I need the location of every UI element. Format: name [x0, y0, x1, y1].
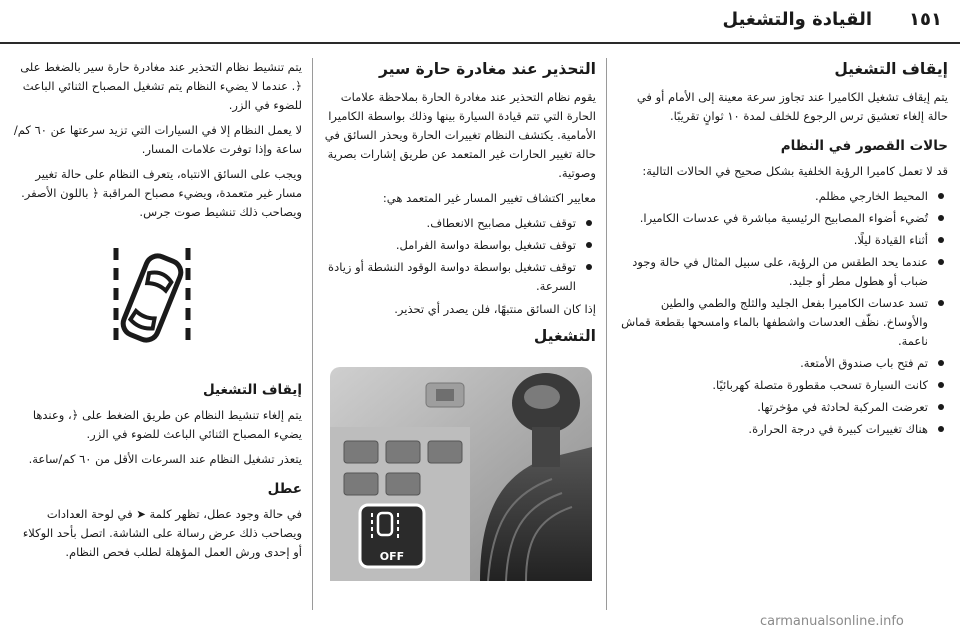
list-item: توقف تشغيل بواسطة دواسة الوقود النشطة أو زيادة السرعة.: [322, 258, 596, 296]
paragraph: يقوم نظام التحذير عند مغادرة الحارة بملاحظة علامات الحارة التي تتم قيادة السيارة بينها وذلك بواسطة الكاميرا الأمامية. يكتشف النظام تغييرات الحارة ويحذر السائق في حالة تغيير الحارات غير المتعمد عن طريق إشارات بصرية وصوتية.: [324, 90, 596, 180]
paragraph: إذا كان السائق منتبهًا، فلن يصدر أي تحذير.: [394, 302, 596, 316]
paragraph: في حالة وجود عطل، تظهر كلمة ➤ في لوحة العدادات ويصاحب ذلك عرض رسالة على الشاشة. اتصل بأحد الوكلاء أو إحدى ورش العمل المؤهلة لطلب فحص النظام.: [22, 507, 302, 559]
left-column: [12, 58, 302, 568]
limitations-list: [618, 187, 948, 439]
list-item: المحيط الخارجي مظلم.: [618, 187, 948, 206]
list-item: عندما يحد الطقس من الرؤية، على سبيل المثال في حالة وجود ضباب أو هطول مطر أو جليد.: [618, 253, 948, 291]
page-title: القيادة والتشغيل: [722, 9, 872, 30]
section-heading-lane-departure: التحذير عند مغادرة حارة سير: [379, 60, 596, 78]
section-heading-switch-off: إيقاف التشغيل: [834, 60, 948, 78]
list-item: كانت السيارة تسحب مقطورة متصلة كهربائيًا.: [618, 376, 948, 395]
paragraph: قد لا تعمل كاميرا الرؤية الخلفية بشكل صحيح في الحالات التالية:: [642, 164, 948, 178]
list-item: تم فتح باب صندوق الأمتعة.: [618, 354, 948, 373]
list-item: توقف تشغيل مصابيح الانعطاف.: [322, 214, 596, 233]
section-heading-deactivation: إيقاف التشغيل: [203, 382, 302, 398]
lane-departure-icon: [96, 242, 208, 354]
page-number: ١٥١: [909, 9, 942, 30]
list-item: تُضيء أضواء المصابيح الرئيسية مباشرة في عدسات الكاميرا.: [618, 209, 948, 228]
page-header: [0, 0, 960, 46]
header-rule: [0, 42, 960, 44]
column-divider: [312, 58, 313, 610]
criteria-list: [322, 214, 596, 296]
list-item: أثناء القيادة ليلًا.: [618, 231, 948, 250]
watermark: carmanualsonline.info: [760, 614, 904, 629]
section-heading-limitations: حالات القصور في النظام: [780, 138, 948, 154]
center-console-photo: [330, 367, 592, 581]
list-item: توقف تشغيل بواسطة دواسة الفرامل.: [322, 236, 596, 255]
paragraph: لا يعمل النظام إلا في السيارات التي تزيد سرعتها عن ٦٠ كم/ساعة وإذا توفرت علامات المسار.: [13, 123, 302, 156]
list-item: هناك تغييرات كبيرة في درجة الحرارة.: [618, 420, 948, 439]
column-divider: [606, 58, 607, 610]
paragraph: ويجب على السائق الانتباه، يتعرف النظام على حالة تغيير مسار غير متعمدة، ويضيء مصباح المراقبة ﴿ باللون الأصفر. ويصاحب ذلك تنشيط صوت جرس.: [21, 167, 302, 219]
list-item: تعرضت المركبة لحادثة في مؤخرتها.: [618, 398, 948, 417]
section-heading-fault: عطل: [267, 481, 302, 497]
switch-off-label: OFF: [379, 550, 405, 563]
paragraph: يتعذر تشغيل النظام عند السرعات الأقل من ٦٠ كم/ساعة.: [28, 452, 302, 466]
list-item: تسد عدسات الكاميرا بفعل الجليد والثلج والطمي والطين والأوساخ. نظّف العدسات واشطفها بالماء وامسحها بقطعة قماش ناعمة.: [618, 294, 948, 351]
paragraph: يتم إيقاف تشغيل الكاميرا عند تجاوز سرعة معينة إلى الأمام أو في حالة إلغاء تعشيق ترس الرجوع للخلف لمدة ١٠ ثوانٍ تقريبًا.: [636, 90, 948, 123]
paragraph: يتم إلغاء تنشيط النظام عن طريق الضغط على ﴿، وعندها يضيء المصباح الثنائي الباعث للضوء في الزر.: [32, 408, 302, 441]
paragraph: يتم تنشيط نظام التحذير عند مغادرة حارة سير بالضغط على ﴿. عندما لا يضيء النظام يتم تشغيل المصباح الثنائي الباعث للضوء في الزر.: [20, 60, 302, 112]
section-heading-activation: التشغيل: [533, 327, 596, 345]
middle-column: [322, 58, 596, 587]
right-column: [618, 58, 948, 443]
paragraph: معايير اكتشاف تغيير المسار غير المتعمد هي:: [382, 191, 596, 205]
